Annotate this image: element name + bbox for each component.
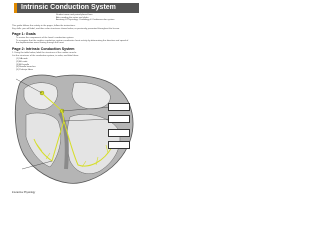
list-item: (5) Purkinje fibers	[16, 69, 34, 72]
page2-heading: Page 2: Intrinsic Conduction System	[12, 47, 75, 51]
page1-line-2: To recognize that the cardiac conduction system coordinates heart activity by determining the direction and speed of	[16, 39, 129, 42]
intro-line-2: Key skills: you will label, and then color structures shown below, as previously presented throughout the lesson.	[12, 27, 120, 30]
footer-text: Interactive Physiology	[12, 191, 36, 194]
page-title: Intrinsic Conduction System	[21, 4, 116, 11]
list-item: (1) SA node	[16, 58, 28, 60]
intro-line-1: This guide follows the activity in the pages, follow the instructions.	[12, 25, 76, 27]
page1-line-1: To review the components of the heart's conduction system.	[16, 37, 74, 39]
page1-line-3: the depolarization wave flowing through the heart.	[16, 42, 65, 45]
page1-heading: Page 1: Goals	[12, 32, 36, 36]
label-box-av-bundle[interactable]	[108, 115, 130, 123]
title-bar	[14, 3, 139, 13]
list-item: (4) Bundle branches	[16, 66, 36, 69]
subtitle-line-3: Anatomy & Physiology: Cardiology & Cardiovascular system	[56, 19, 115, 22]
heart-diagram	[12, 73, 137, 187]
subtitle-line-1: Student name and period placed here	[56, 14, 93, 16]
page2-line-2: List the structures of the conduction system, in order, and label them:	[12, 54, 79, 57]
label-box-av-node[interactable]	[108, 103, 130, 111]
label-box-bundle-branches[interactable]	[108, 129, 130, 137]
page2-line-1: 1. Using the table below, label the structures of the cardiac muscle.	[12, 52, 77, 54]
subtitle-line-2: After reading the notes and slides	[56, 16, 89, 19]
label-box-purkinje[interactable]	[108, 141, 130, 149]
list-item: (3) AV bundle	[16, 63, 30, 66]
list-item: (2) AV node	[16, 60, 28, 63]
worksheet-page	[0, 0, 149, 198]
